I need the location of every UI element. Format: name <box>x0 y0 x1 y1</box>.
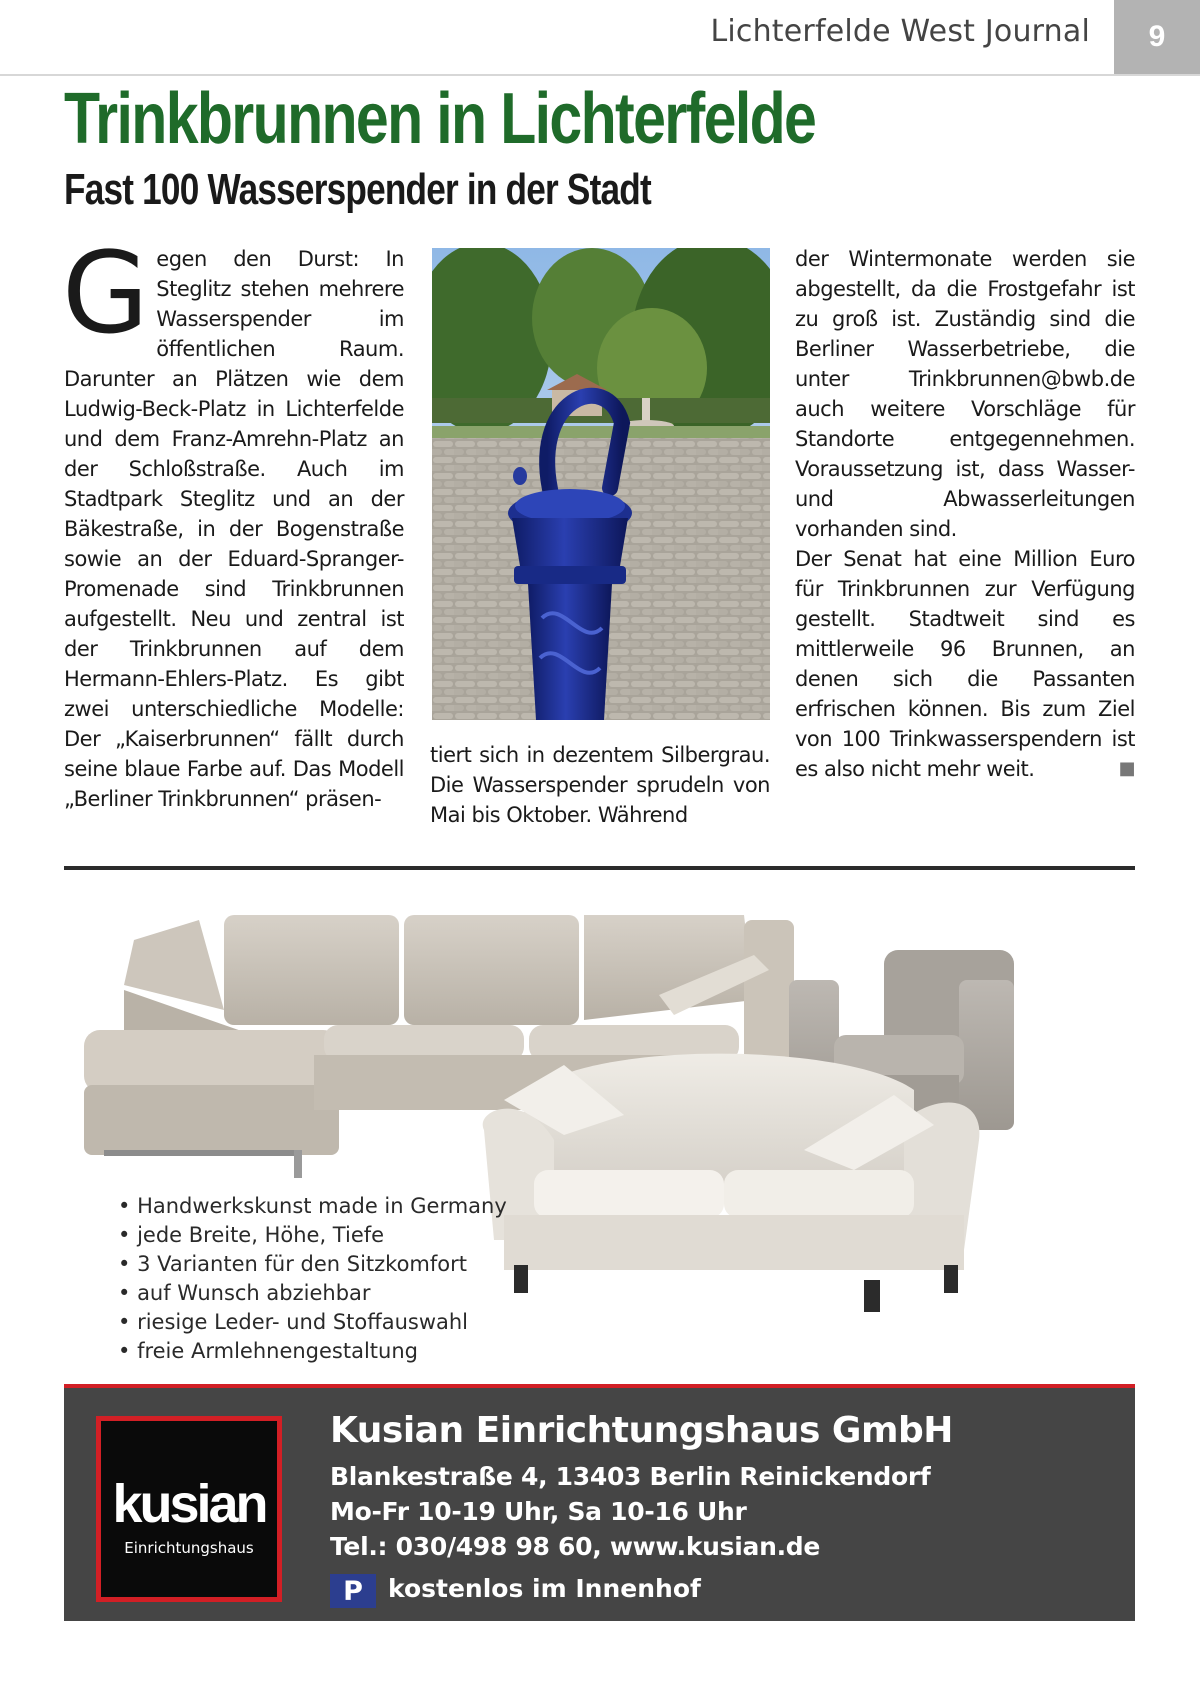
opening-hours: Mo-Fr 10-19 Uhr, Sa 10-16 Uhr <box>330 1497 747 1526</box>
company-name: Kusian Einrichtungshaus GmbH <box>330 1410 953 1451</box>
journal-name: Lichterfelde West Journal <box>710 14 1090 49</box>
column-2-text: tiert sich in dezentem Silbergrau. Die Wasserspender sprudeln von Mai bis Oktober. Während <box>430 743 770 827</box>
page-number: 9 <box>1114 0 1200 74</box>
column-1-text: egen den Durst: In Steglitz stehen mehrere Wasserspender im öffentlichen Raum. Darunter an Plätzen wie dem Ludwig-Beck-Platz in Lichterfelde und dem Franz-Amrehn-Platz an der Schloßstraße. Auch im Stadtpark Steglitz und an der Bäkestraße, in der Bogenstraße sowie an der Eduard-Spranger-Promenade sind Trinkbrunnen aufgestellt. Neu und zentral ist der Trinkbrunnen auf dem Hermann-Ehlers-Platz. Es gibt zwei unterschiedliche Modelle: Der „Kaiserbrunnen“ fällt durch seine blaue Farbe auf. Das Modell „Berliner Trinkbrunnen“ präsen- <box>64 247 404 811</box>
benefit-item: • jede Breite, Höhe, Tiefe <box>118 1221 507 1250</box>
column-3-paragraph-2 <box>795 544 1135 784</box>
article-column-3 <box>795 244 1135 784</box>
benefit-item: • riesige Leder- und Stoffauswahl <box>118 1308 507 1337</box>
benefit-item: • Handwerkskunst made in Germany <box>118 1192 507 1221</box>
company-address: Blankestraße 4, 13403 Berlin Reinickendorf <box>330 1462 931 1491</box>
fountain-photo <box>432 248 770 720</box>
page-header <box>0 0 1200 74</box>
kusian-logo <box>96 1416 282 1602</box>
article-headline: Trinkbrunnen in Lichterfelde <box>64 79 816 159</box>
advertisement-divider <box>64 866 1135 870</box>
benefit-list <box>118 1192 507 1366</box>
benefit-item: • 3 Varianten für den Sitzkomfort <box>118 1250 507 1279</box>
benefit-item: • freie Armlehnengestaltung <box>118 1337 507 1366</box>
parking-info: kostenlos im Innenhof <box>388 1574 701 1603</box>
logo-wordmark: kusian <box>112 1474 266 1534</box>
contact-info: Tel.: 030/498 98 60, www.kusian.de <box>330 1532 821 1561</box>
drop-cap: G <box>62 229 149 359</box>
two-seat-sofa-image <box>483 1054 980 1312</box>
article-subheadline: Fast 100 Wasserspender in der Stadt <box>64 165 651 214</box>
column-3-paragraph-2-text: Der Senat hat eine Million Euro für Trinkbrunnen zur Verfügung gestellt. Stadtweit sind es mittlerweile 96 Brunnen, an denen sich die Passanten erfrischen können. Bis zum Ziel von 100 Trinkwasserspendern ist es also nicht mehr weit. <box>795 547 1135 781</box>
benefit-item: • auf Wunsch abziehbar <box>118 1279 507 1308</box>
column-3-paragraph-1: der Wintermonate werden sie abgestellt, da die Frostgefahr ist zu groß ist. Zuständig sind die Berliner Wasserbetriebe, die unter Trinkbrunnen@bwb.de auch weitere Vorschläge für Standorte entgegennehmen. Voraussetzung ist, dass Wasser- und Abwasserleitungen vorhanden sind. <box>795 247 1135 541</box>
logo-subtitle: Einrichtungshaus <box>124 1539 254 1557</box>
article-column-2 <box>430 740 770 830</box>
header-divider <box>0 74 1200 76</box>
end-of-article-icon: ■ <box>1118 758 1135 779</box>
parking-icon: P <box>330 1574 376 1608</box>
article-column-1 <box>62 229 404 814</box>
